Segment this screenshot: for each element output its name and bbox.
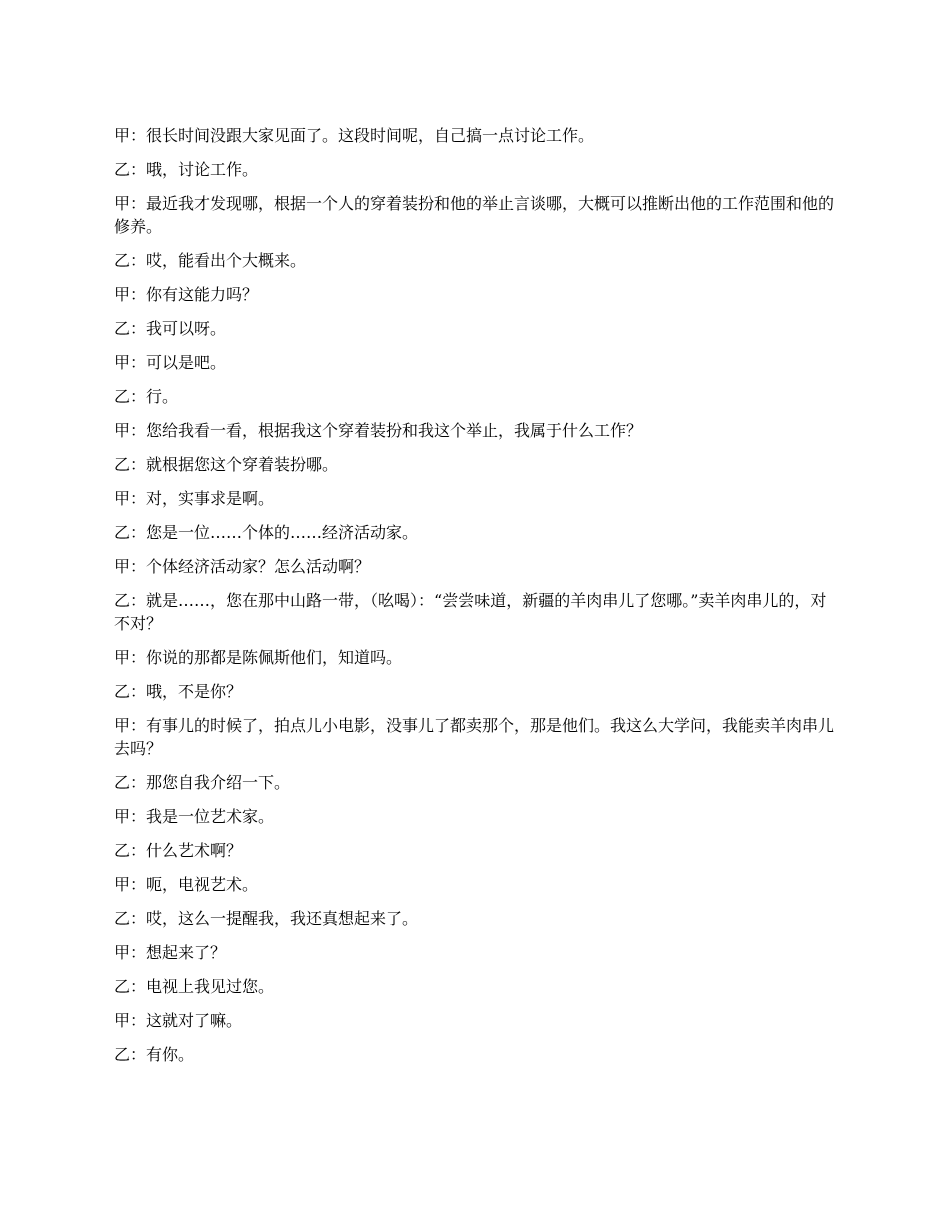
dialogue-line-20 bbox=[114, 839, 840, 862]
dialogue-line-1 bbox=[114, 124, 840, 147]
dialogue-line-25 bbox=[114, 1009, 840, 1032]
dialogue-line-18 bbox=[114, 771, 840, 794]
dialogue-line-9 bbox=[114, 419, 840, 442]
speaker-label: 乙： bbox=[114, 523, 147, 542]
dialogue-text: 那您自我介绍一下。 bbox=[146, 773, 291, 792]
dialogue-line-13 bbox=[114, 555, 840, 578]
dialogue-line-4 bbox=[114, 249, 840, 272]
dialogue-text: 你有这能力吗？ bbox=[146, 285, 259, 304]
dialogue-text: 您是一位……个体的……经济活动家。 bbox=[146, 523, 419, 542]
dialogue-line-3 bbox=[114, 192, 840, 238]
dialogue-line-11 bbox=[114, 487, 840, 510]
dialogue-line-10 bbox=[114, 453, 840, 476]
dialogue-line-2 bbox=[114, 158, 840, 181]
dialogue-text: 很长时间没跟大家见面了。这段时间呢，自己搞一点讨论工作。 bbox=[146, 126, 595, 145]
speaker-label: 甲： bbox=[114, 943, 147, 962]
dialogue-text: 哎，这么一提醒我，我还真想起来了。 bbox=[146, 909, 419, 928]
dialogue-text: 电视上我见过您。 bbox=[146, 977, 275, 996]
dialogue-text: 我是一位艺术家。 bbox=[146, 807, 275, 826]
dialogue-line-12 bbox=[114, 521, 840, 544]
speaker-label: 乙： bbox=[114, 909, 147, 928]
speaker-label: 乙： bbox=[114, 1045, 147, 1064]
dialogue-line-26 bbox=[114, 1043, 840, 1066]
speaker-label: 甲： bbox=[114, 1011, 147, 1030]
dialogue-text: 哦，不是你？ bbox=[146, 682, 243, 701]
dialogue-text: 有事儿的时候了，拍点儿小电影，没事儿了都卖那个，那是他们。我这么大学问，我能卖羊肉串儿去吗？ bbox=[114, 716, 835, 758]
speaker-label: 乙： bbox=[114, 773, 147, 792]
dialogue-text: 行。 bbox=[146, 387, 179, 406]
dialogue-text: 这就对了嘛。 bbox=[146, 1011, 243, 1030]
speaker-label: 乙： bbox=[114, 455, 147, 474]
speaker-label: 乙： bbox=[114, 977, 147, 996]
speaker-label: 甲： bbox=[114, 353, 147, 372]
dialogue-line-14 bbox=[114, 589, 840, 635]
dialogue-text: 对，实事求是啊。 bbox=[146, 489, 275, 508]
speaker-label: 乙： bbox=[114, 591, 147, 610]
speaker-label: 乙： bbox=[114, 160, 147, 179]
speaker-label: 甲： bbox=[114, 421, 147, 440]
dialogue-line-7 bbox=[114, 351, 840, 374]
speaker-label: 甲： bbox=[114, 126, 147, 145]
dialogue-line-21 bbox=[114, 873, 840, 896]
dialogue-text: 您给我看一看，根据我这个穿着装扮和我这个举止，我属于什么工作？ bbox=[146, 421, 643, 440]
dialogue-line-19 bbox=[114, 805, 840, 828]
dialogue-line-16 bbox=[114, 680, 840, 703]
dialogue-text: 可以是吧。 bbox=[146, 353, 227, 372]
dialogue-text: 你说的那都是陈佩斯他们，知道吗。 bbox=[146, 648, 403, 667]
speaker-label: 甲： bbox=[114, 716, 147, 735]
speaker-label: 乙： bbox=[114, 682, 147, 701]
dialogue-text: 哦，讨论工作。 bbox=[146, 160, 259, 179]
speaker-label: 甲： bbox=[114, 285, 147, 304]
dialogue-line-17 bbox=[114, 714, 840, 760]
dialogue-text: 哎，能看出个大概来。 bbox=[146, 251, 307, 270]
dialogue-line-5 bbox=[114, 283, 840, 306]
speaker-label: 乙： bbox=[114, 251, 147, 270]
speaker-label: 乙： bbox=[114, 841, 147, 860]
dialogue-text: 呃，电视艺术。 bbox=[146, 875, 259, 894]
dialogue-text: 我可以呀。 bbox=[146, 319, 227, 338]
speaker-label: 甲： bbox=[114, 648, 147, 667]
dialogue-line-24 bbox=[114, 975, 840, 998]
dialogue-line-6 bbox=[114, 317, 840, 340]
speaker-label: 甲： bbox=[114, 807, 147, 826]
dialogue-line-8 bbox=[114, 385, 840, 408]
speaker-label: 甲： bbox=[114, 875, 147, 894]
speaker-label: 乙： bbox=[114, 319, 147, 338]
speaker-label: 甲： bbox=[114, 557, 147, 576]
dialogue-line-22 bbox=[114, 907, 840, 930]
speaker-label: 甲： bbox=[114, 489, 147, 508]
dialogue-line-23 bbox=[114, 941, 840, 964]
dialogue-text: 什么艺术啊？ bbox=[146, 841, 243, 860]
dialogue-text: 就根据您这个穿着装扮哪。 bbox=[146, 455, 339, 474]
speaker-label: 甲： bbox=[114, 194, 147, 213]
dialogue-text: 就是……，您在那中山路一带，（吆喝）：“尝尝味道，新疆的羊肉串儿了您哪。”卖羊肉串儿的，对不对？ bbox=[114, 591, 827, 633]
speaker-label: 乙： bbox=[114, 387, 147, 406]
dialogue-text: 想起来了？ bbox=[146, 943, 227, 962]
dialogue-line-15 bbox=[114, 646, 840, 669]
dialogue-text: 有你。 bbox=[146, 1045, 195, 1064]
dialogue-text: 最近我才发现哪，根据一个人的穿着装扮和他的举止言谈哪，大概可以推断出他的工作范围和他的修养。 bbox=[114, 194, 835, 236]
dialogue-text: 个体经济活动家？怎么活动啊？ bbox=[146, 557, 371, 576]
dialogue-body bbox=[114, 124, 840, 1077]
